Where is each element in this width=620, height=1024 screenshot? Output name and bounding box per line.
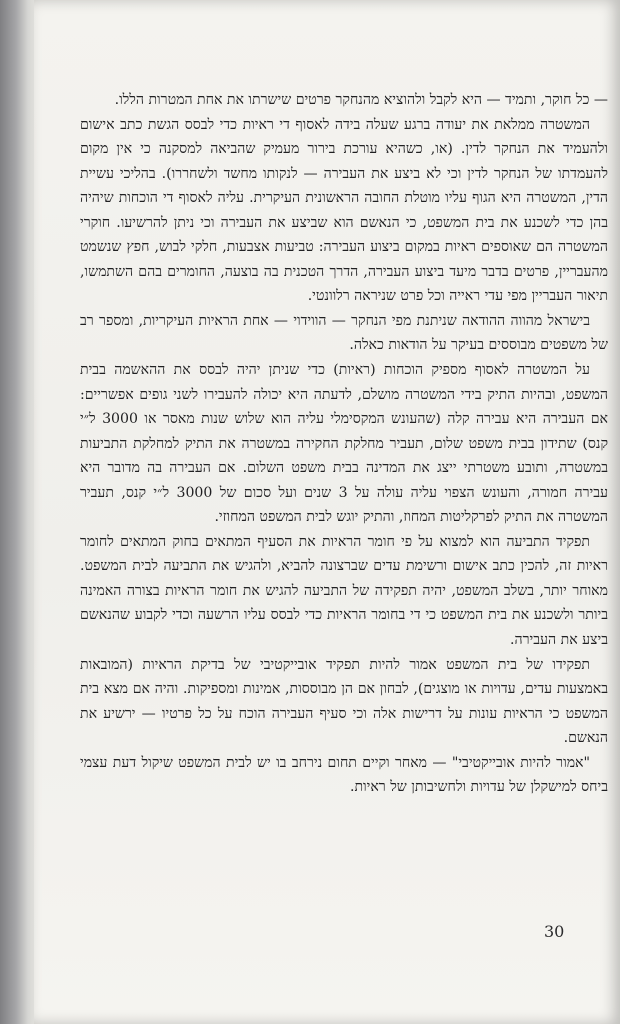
paragraph-court-role: תפקידו של בית המשפט אמור להיות תפקיד אובייקטיבי של בדיקת הראיות (המובאות באמצעות עדים, עדויות או מוצגים), לבחון אם הן מבוססות, אמינות ומספיקות. והיה אם מצא בית המשפט כי הראיות עונות על דרישות אלה וכי סעיף העבירה הוכח על כל פרטיו — ירשיע את הנאשם. (80, 656, 608, 747)
page-number: 30 (544, 922, 565, 941)
paragraph-police-role: המשטרה ממלאת את יעודה ברגע שעלה בידה לאסוף די ראיות כדי לבסס הגשת כתב אישום ולהעמיד את הנחקר לדין. (או, כשהיא עורכת בירור מעמיק שהביאה למסקנה כי אין מקום להעמדתו של הנחקר לדין וכי לא ביצע את העבירה — לנקותו מחשד ולשחררו). בהליכי עשיית הדין, המשטרה היא הגוף עליו מוטלת החובה הראשונית העיקרית. עליה לאסוף די הוכחות שיהיה בהן כדי לשכנע את בית המשפט, כי הנאשם הוא שביצע את העבירה וכי ניתן להרשיעו. חוקרי המשטרה הם שאוספים ראיות במקום ביצוע העבירה: טביעות אצבעות, חלקי לבוש, חפץ שנשמט מהעבריין, פרטים בדבר מיעד ביצוע העבירה, הדרך הטכנית בה בוצעה, החומרים בהם השתמשו, תיאור העבריין מפי עדי ראייה וכל פרט שניראה רלוונטי. (80, 116, 608, 305)
book-page (34, 0, 620, 1024)
paragraph-confession: בישראל מהווה ההודאה שניתנת מפי הנחקר — הווידוי — אחת הראיות העיקריות, ומספר רב של משפטים מבוססים בעיקר על הודאות כאלה. (80, 312, 608, 354)
paragraph-continuation: — כל חוקר, ותמיד — היא לקבל ולהוציא מהנחקר פרטים שישרתו את אחת המטרות הללו. (114, 92, 608, 108)
paragraph-evidence-collection: על המשטרה לאסוף מספיק הוכחות (ראיות) כדי שניתן יהיה לבסס את ההאשמה בבית המשפט, ובהיות התיק בידי המשטרה מושלם, לדעתה היא יכולה להעבירו לשני גופים אפשריים: אם העבירה היא עבירה קלה (שהעונש המקסימלי עליה הוא שלוש שנות מאסר או 3000 ל״י קנס) שתידון בבית משפט שלום, תעביר מחלקת החקירה במשטרה את התיק למחלקת התביעות במשטרה, ותובע משטרתי ייצג את המדינה בבית משפט השלום. אם העבירה בה מדובר היא עבירה חמורה, והעונש הצפוי עליה עולה על 3 שנים ועל סכום של 3000 ל״י קנס, תעביר המשטרה את התיק לפרקליטות המחוז, והתיק יוגש לבית המשפט המחוזי. (80, 362, 608, 526)
paragraph-objectivity: "אמור להיות אובייקטיבי" — מאחר וקיים תחום נירחב בו יש לבית המשפט שיקול דעת עצמי ביחס למישקלן של עדויות ולחשיבותן של ראיות. (80, 754, 608, 796)
page-body-text (80, 88, 608, 800)
paragraph-prosecution-role: תפקיד התביעה הוא למצוא על פי חומר הראיות את הסעיף המתאים בחוק המתאים לחומר ראיות זה, להכין כתב אישום ורשימת עדים שברצונה להביא, ולהגיש את התביעה לבית המשפט. מאוחר יותר, בשלב המשפט, יהיה תפקידה של התביעה להגיש את חומר הראיות בצורה האמינה ביותר ולשכנע את בית המשפט כי די בחומר הראיות כדי לבסס עליו הרשעה וכדי לקבוע שהנאשם ביצע את העבירה. (80, 533, 608, 649)
